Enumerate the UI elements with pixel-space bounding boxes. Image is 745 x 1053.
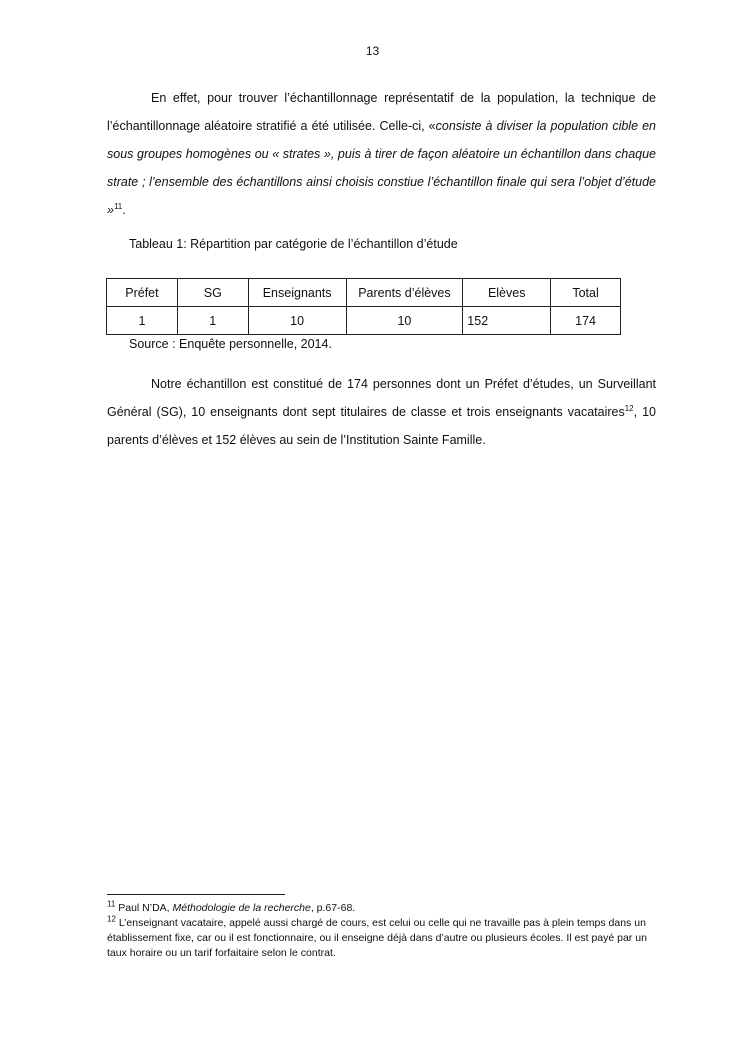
footnote-12	[107, 916, 655, 961]
footnote-number: 11	[107, 899, 116, 909]
paragraph-text: , 10 parents d’élèves et 152 élèves au sein de l’Institution Sainte Famille.	[107, 405, 656, 447]
paragraph-end: .	[122, 203, 126, 217]
table-header-cell: Parents d’élèves	[346, 279, 463, 307]
book-title: Méthodologie de la recherche	[172, 902, 311, 914]
footnote-ref-11[interactable]: 11	[113, 201, 123, 211]
table-header-cell: Préfet	[107, 279, 178, 307]
paragraph-text: Notre échantillon est constitué de 174 personnes dont un Préfet d’études, un Surveillant Général (SG), 10 enseignants dont sept titulaires de classe et trois enseignants vacataires	[107, 377, 656, 419]
table-cell: 152	[463, 307, 551, 335]
footnote-11	[107, 901, 655, 916]
footnote-text: , p.67-68.	[310, 902, 356, 914]
table-cell: 10	[346, 307, 463, 335]
footnotes	[107, 901, 655, 961]
table-header-cell: Enseignants	[248, 279, 346, 307]
table-header-cell: Total	[551, 279, 621, 307]
footnote-number: 12	[107, 914, 116, 924]
page-number: 13	[365, 44, 380, 58]
table-header-cell: Elèves	[463, 279, 551, 307]
footnote-text: Paul N’DA,	[115, 902, 173, 914]
table-cell: 10	[248, 307, 346, 335]
quotation: consiste à diviser la population cible en sous groupes homogènes ou « strates », puis à tirer de façon aléatoire un échantillon dans chaque strate ; l’ensemble des échantillons ainsi choisis constiue l’échantillon finale qui sera l’objet d’étude »	[107, 119, 656, 217]
table-cell: 1	[107, 307, 178, 335]
footnote-text: L’enseignant vacataire, appelé aussi chargé de cours, est celui ou celle qui ne travaille pas à plein temps dans un établissement fixe, car ou il est fonctionnaire, ou il enseigne déjà dans d’autre ou plusieurs écoles. Il est payé par un taux horaire ou un tarif forfaitaire selon le contrat.	[107, 917, 647, 959]
footnote-ref-12[interactable]: 12	[624, 403, 634, 413]
table-caption: Tableau 1: Répartition par catégorie de l’échantillon d’étude	[129, 237, 458, 251]
paragraph-text: En effet, pour trouver l’échantillonnage représentatif de la population, la technique de l’échantillonnage aléatoire stratifié a été utilisée. Celle-ci, «	[107, 91, 656, 133]
table-cell: 1	[177, 307, 248, 335]
table-cell: 174	[551, 307, 621, 335]
paragraph-sample-description	[107, 370, 656, 454]
sample-distribution-table	[106, 278, 621, 335]
table-row	[107, 307, 621, 335]
table-source: Source : Enquête personnelle, 2014.	[129, 337, 332, 351]
paragraph-sampling-method	[107, 84, 656, 224]
table-header-cell: SG	[177, 279, 248, 307]
table-header-row	[107, 279, 621, 307]
footnote-separator	[107, 894, 285, 895]
